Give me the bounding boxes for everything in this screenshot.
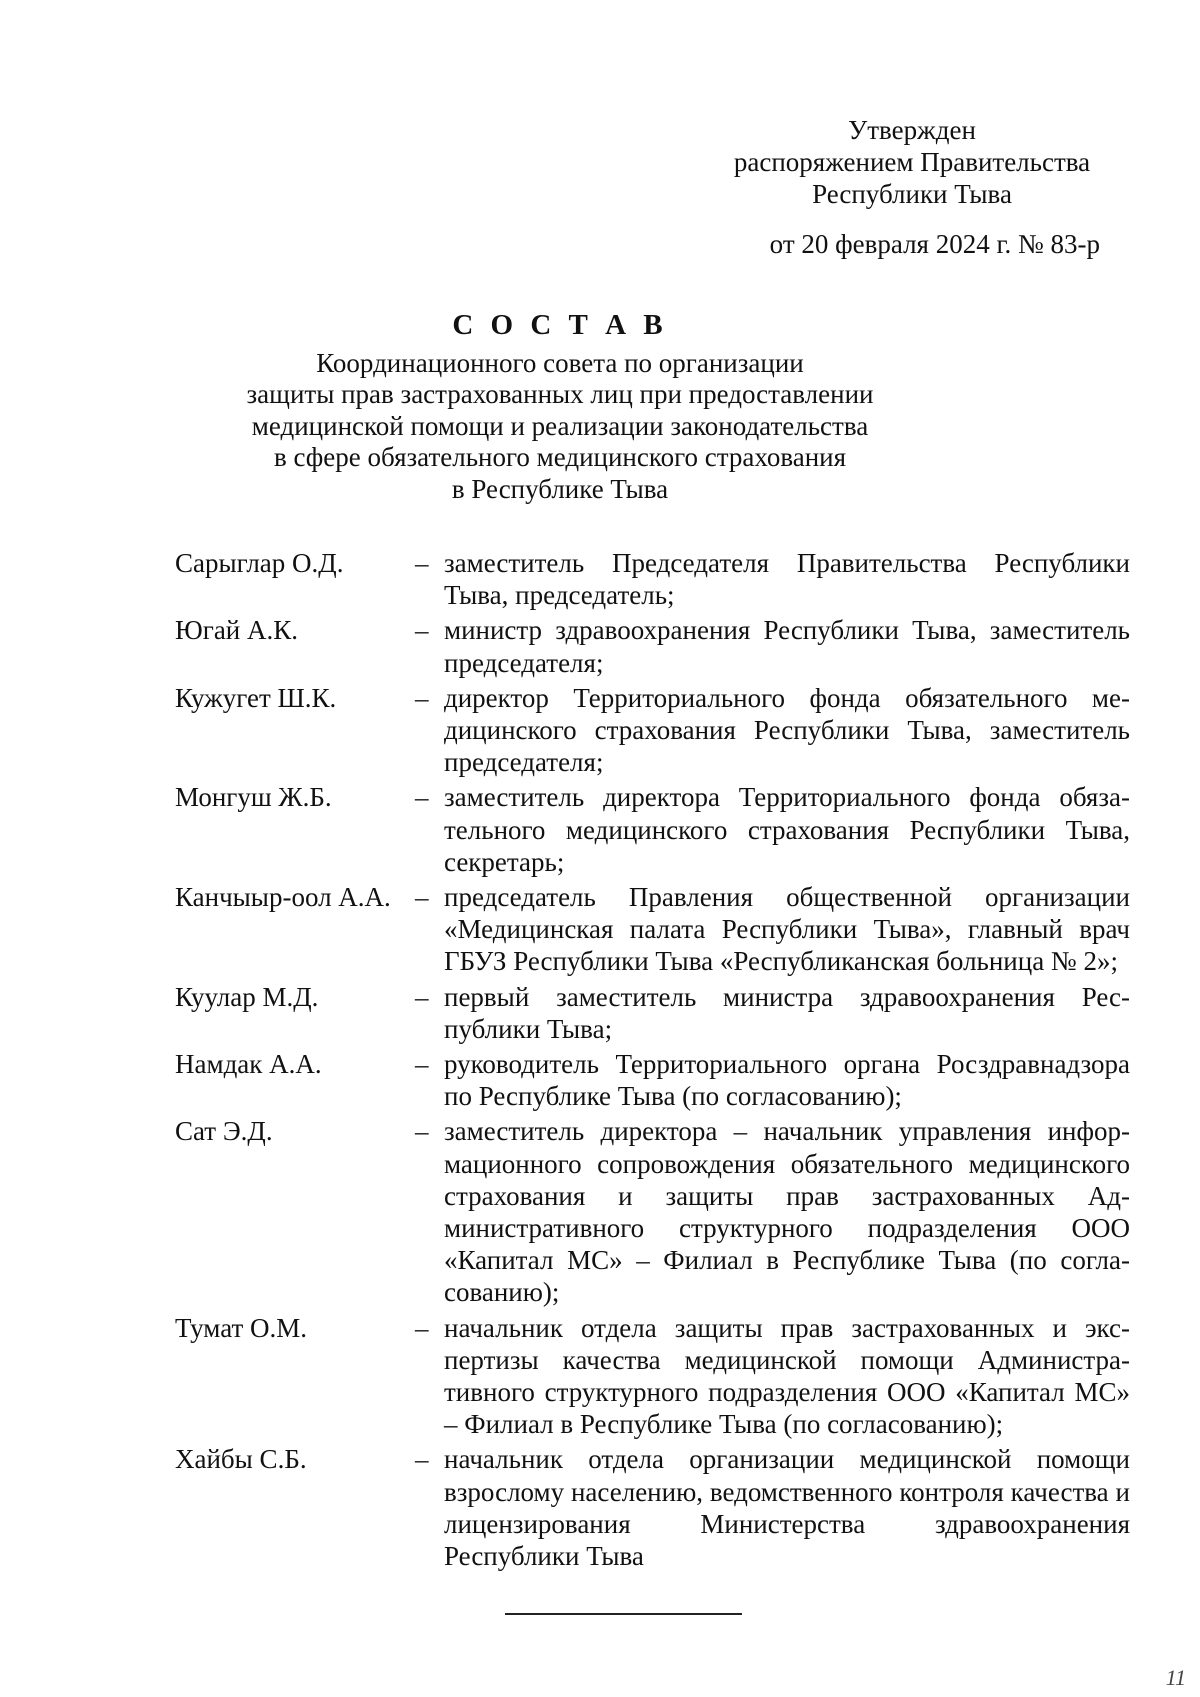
- member-row: [175, 981, 1130, 1045]
- member-dash: –: [415, 1116, 429, 1147]
- document-subtitle-line: в Республике Тыва: [451, 473, 669, 504]
- member-name: Сарыглар О.Д.: [175, 548, 344, 578]
- document-subtitle-line: медицинской помощи и реализации законодательства: [251, 410, 869, 441]
- member-role: первый заместитель министра здравоохранения Республики Тыва;: [444, 981, 1130, 1044]
- approval-region: Республики Тыва: [812, 179, 1012, 209]
- member-name: Хайбы С.Б.: [175, 1444, 307, 1475]
- document-title-block: [200, 310, 920, 505]
- members-list: [175, 547, 1130, 1575]
- member-dash: –: [415, 782, 429, 813]
- member-row: [175, 547, 1130, 611]
- member-row: [175, 1048, 1130, 1112]
- member-name: Югай А.К.: [175, 615, 299, 646]
- member-role: председатель Правления общественной организации «Медицинская палата Республики Тыва», главный врач ГБУЗ Республики Тыва «Республиканская больница № 2»;: [444, 882, 1130, 977]
- member-role: заместитель директора – начальник управления информационного сопровождения обязательного медицинского страхования и защиты прав застрахованных Административного структурного подразделения ООО «Капитал МС» – Филиал в Республике Тыва (по согласованию);: [444, 1116, 1130, 1308]
- document-subtitle-line: Координационного совета по организации: [316, 347, 804, 378]
- approval-date: от 20 февраля 2024 г. № 83-р: [769, 229, 1100, 259]
- member-dash: –: [415, 615, 429, 646]
- member-row: [175, 1443, 1130, 1572]
- member-name: Тумат О.М.: [175, 1312, 308, 1343]
- end-divider: [505, 1613, 742, 1615]
- member-dash: –: [415, 1444, 429, 1475]
- member-dash: –: [415, 882, 429, 913]
- member-dash: –: [415, 1312, 429, 1343]
- member-name: Сат Э.Д.: [175, 1116, 273, 1147]
- member-role: заместитель Председателя Правительства Республики Тыва, председатель;: [444, 548, 1130, 611]
- member-role: директор Территориального фонда обязательного медицинского страхования Республики Тыва, заместитель председателя;: [444, 682, 1130, 778]
- document-subtitle-line: в сфере обязательного медицинского страхования: [273, 442, 847, 472]
- approval-decree: распоряжением Правительства: [733, 147, 1091, 177]
- member-row: [175, 1312, 1130, 1441]
- document-subtitle-line: защиты прав застрахованных лиц при предоставлении: [246, 379, 874, 409]
- member-row: [175, 614, 1130, 678]
- approval-block: [702, 114, 1122, 260]
- member-name: Куулар М.Д.: [175, 981, 319, 1012]
- member-dash: –: [415, 981, 429, 1012]
- member-row: [175, 781, 1130, 878]
- member-role: начальник отдела организации медицинской помощи взрослому населению, ведомственного контроля качества и лицензирования Министерства здравоохранения Республики Тыва: [444, 1444, 1130, 1572]
- member-dash: –: [415, 682, 429, 713]
- member-role: руководитель Территориального органа Росздравнадзора по Республике Тыва (по согласованию);: [444, 1049, 1130, 1112]
- member-name: Намдак А.А.: [175, 1049, 322, 1080]
- approval-title: Утвержден: [848, 115, 976, 145]
- member-name: Канчыыр-оол А.А.: [175, 882, 391, 913]
- member-dash: –: [415, 548, 429, 578]
- member-role: начальник отдела защиты прав застрахованных и экспертизы качества медицинской помощи Административного структурного подразделения ООО «Капитал МС» – Филиал в Республике Тыва (по согласованию);: [444, 1312, 1130, 1440]
- member-name: Монгуш Ж.Б.: [175, 782, 332, 813]
- member-role: министр здравоохранения Республики Тыва, заместитель председателя;: [444, 615, 1130, 678]
- member-role: заместитель директора Территориального фонда обязательного медицинского страхования Республики Тыва, секретарь;: [444, 782, 1130, 877]
- member-dash: –: [415, 1049, 429, 1080]
- member-row: [175, 682, 1130, 779]
- member-row: [175, 881, 1130, 978]
- handwritten-page-mark: 11: [1165, 1665, 1186, 1690]
- member-name: Кужугет Ш.К.: [175, 682, 337, 713]
- member-row: [175, 1115, 1130, 1308]
- document-heading: С О С Т А В: [452, 309, 668, 341]
